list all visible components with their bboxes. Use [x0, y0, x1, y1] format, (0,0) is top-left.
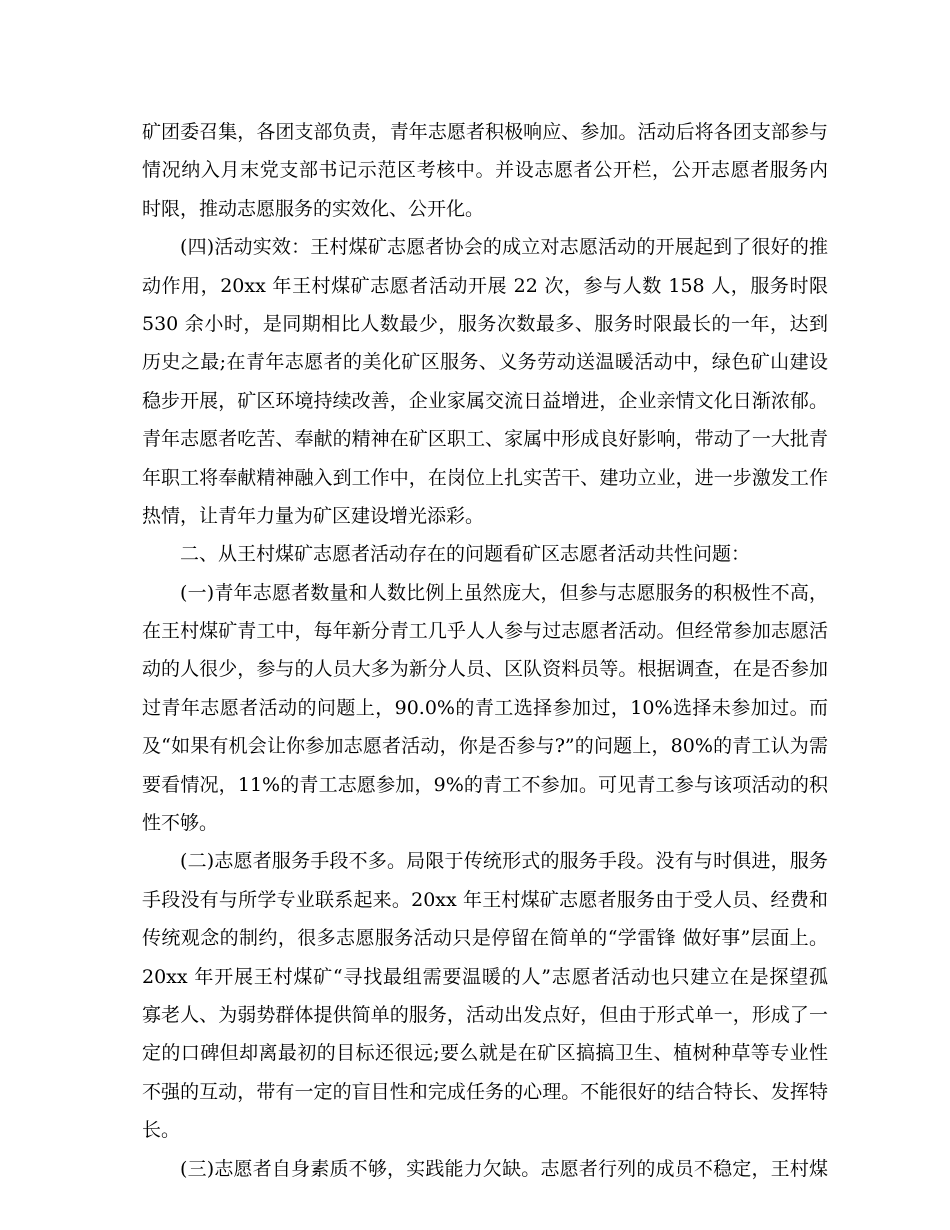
text-line: 历史之最;在青年志愿者的美化矿区服务、义务劳动送温暖活动中，绿色矿山建设: [142, 351, 828, 374]
body-text: [142, 113, 828, 1188]
text-line: 要看情况，11%的青工志愿参加，9%的青工不参加。可见青工参与该项活动的积: [142, 773, 828, 796]
text-line: 情况纳入月末党支部书记示范区考核中。并设志愿者公开栏，公开志愿者服务内: [142, 159, 828, 182]
text-line: 动的人很少，参与的人员大多为新分人员、区队资料员等。根据调查，在是否参加: [142, 658, 828, 681]
text-line: 热情，让青年力量为矿区建设增光添彩。: [142, 504, 485, 527]
subsection-two-line: (二)志愿者服务手段不多。局限于传统形式的服务手段。没有与时俱进，服务: [180, 850, 828, 873]
text-line: 传统观念的制约，很多志愿服务活动只是停留在简单的“学雷锋 做好事”层面上。: [142, 927, 828, 950]
text-line: 稳步开展，矿区环境持续改善，企业家属交流日益增进，企业亲情文化日渐浓郁。: [142, 389, 828, 412]
text-line: 时限，推动志愿服务的实效化、公开化。: [142, 197, 485, 220]
text-line: 530 余小时，是同期相比人数最少，服务次数最多、服务时限最长的一年，达到: [142, 312, 828, 335]
text-line: 定的口碑但却离最初的目标还很远;要么就是在矿区搞搞卫生、植树种草等专业性: [142, 1042, 828, 1065]
text-line: 矿团委召集，各团支部负责，青年志愿者积极响应、参加。活动后将各团支部参与: [142, 121, 828, 143]
text-line: 动作用，20xx 年王村煤矿志愿者活动开展 22 次，参与人数 158 人，服务时限: [142, 274, 828, 297]
text-line: 长。: [142, 1119, 181, 1142]
text-line: 20xx 年开展王村煤矿“寻找最组需要温暖的人”志愿者活动也只建立在是探望孤: [142, 965, 828, 988]
subsection-one-line: (一)青年志愿者数量和人数比例上虽然庞大，但参与志愿服务的积极性不高，: [180, 581, 828, 604]
text-line: 性不够。: [142, 812, 219, 835]
text-line: 青年志愿者吃苦、奉献的精神在矿区职工、家属中形成良好影响，带动了一大批青: [142, 428, 828, 451]
text-line: 手段没有与所学专业联系起来。20xx 年王村煤矿志愿者服务由于受人员、经费和: [142, 888, 828, 911]
text-line: 及“如果有机会让你参加志愿者活动，你是否参与?”的问题上，80%的青工认为需: [142, 735, 828, 758]
text-line: 过青年志愿者活动的问题上，90.0%的青工选择参加过，10%选择未参加过。而: [142, 696, 828, 719]
text-line: 在王村煤矿青工中，每年新分青工几乎人人参与过志愿者活动。但经常参加志愿活: [142, 620, 828, 643]
text-line: 不强的互动，带有一定的盲目性和完成任务的心理。不能很好的结合特长、发挥特: [142, 1080, 828, 1103]
section-two-heading: 二、从王村煤矿志愿者活动存在的问题看矿区志愿者活动共性问题：: [180, 543, 751, 566]
text-line: 年职工将奉献精神融入到工作中，在岗位上扎实苦干、建功立业，进一步激发工作: [142, 466, 828, 489]
section-four-heading-line: (四)活动实效：王村煤矿志愿者协会的成立对志愿活动的开展起到了很好的推: [180, 236, 828, 259]
subsection-three-line: (三)志愿者自身素质不够，实践能力欠缺。志愿者行列的成员不稳定，王村煤: [180, 1157, 828, 1180]
text-line: 寡老人、为弱势群体提供简单的服务，活动出发点好，但由于形式单一，形成了一: [142, 1003, 828, 1026]
